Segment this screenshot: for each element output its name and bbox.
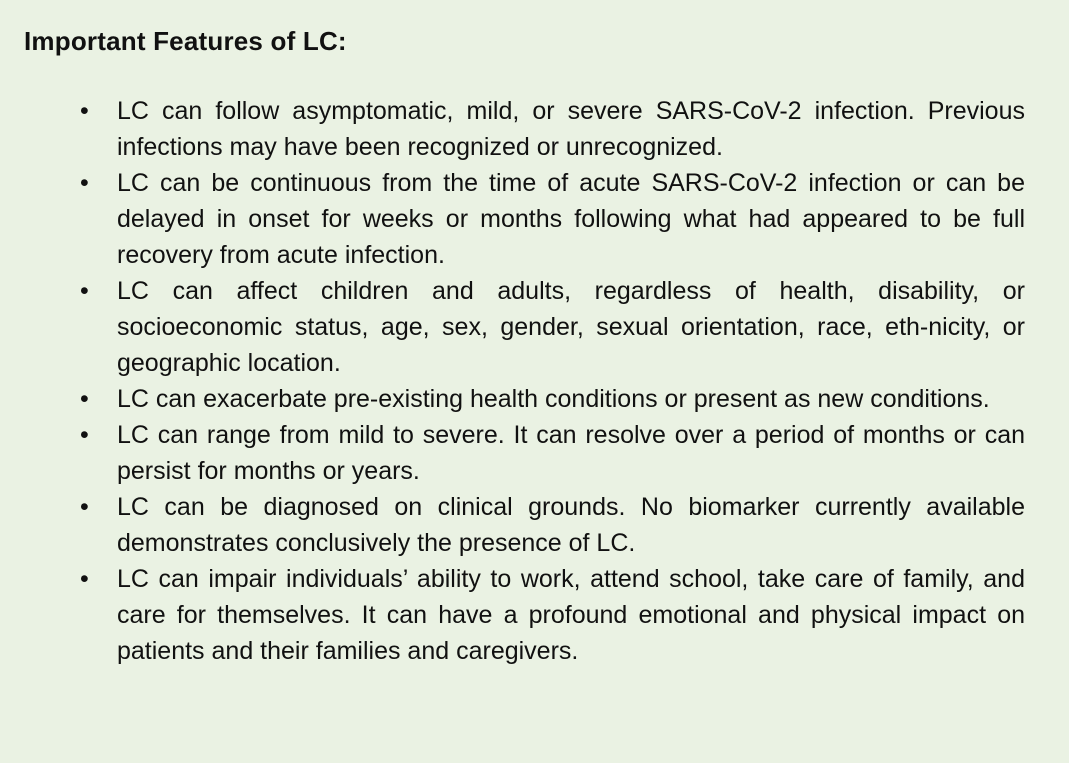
bullet-icon: • (80, 385, 89, 413)
bullet-icon: • (80, 277, 89, 305)
feature-item (0, 489, 1069, 561)
feature-text: LC can exacerbate pre-existing health conditions or present as new conditions. (117, 385, 990, 413)
bullet-icon: • (80, 97, 89, 125)
feature-text: LC can be continuous from the time of acute SARS-CoV-2 infection or can be delayed in onset for weeks or months following what had appeared to be full recovery from acute infection. (117, 169, 1025, 269)
feature-list (0, 93, 1069, 669)
feature-item (0, 93, 1069, 165)
bullet-icon: • (80, 565, 89, 593)
feature-text: LC can follow asymptomatic, mild, or severe SARS-CoV-2 infection. Previous infections may have been recognized or unrecognized. (117, 97, 1025, 161)
feature-item (0, 417, 1069, 489)
bullet-icon: • (80, 493, 89, 521)
feature-item (0, 381, 1069, 417)
feature-text: LC can affect children and adults, regardless of health, disability, or socioeconomic status, age, sex, gender, sexual orientation, race, eth-nicity, or geographic location. (117, 277, 1025, 377)
feature-item (0, 165, 1069, 273)
bullet-icon: • (80, 169, 89, 197)
bullet-icon: • (80, 421, 89, 449)
feature-text: LC can range from mild to severe. It can resolve over a period of months or can persist for months or years. (117, 421, 1025, 485)
feature-text: LC can be diagnosed on clinical grounds. No biomarker currently available demonstrates conclusively the presence of LC. (117, 493, 1025, 557)
feature-item (0, 561, 1069, 669)
feature-text: LC can impair individuals’ ability to work, attend school, take care of family, and care for themselves. It can have a profound emotional and physical impact on patients and their families and caregivers. (117, 565, 1025, 665)
panel-title: Important Features of LC: (24, 26, 347, 56)
feature-item (0, 273, 1069, 381)
